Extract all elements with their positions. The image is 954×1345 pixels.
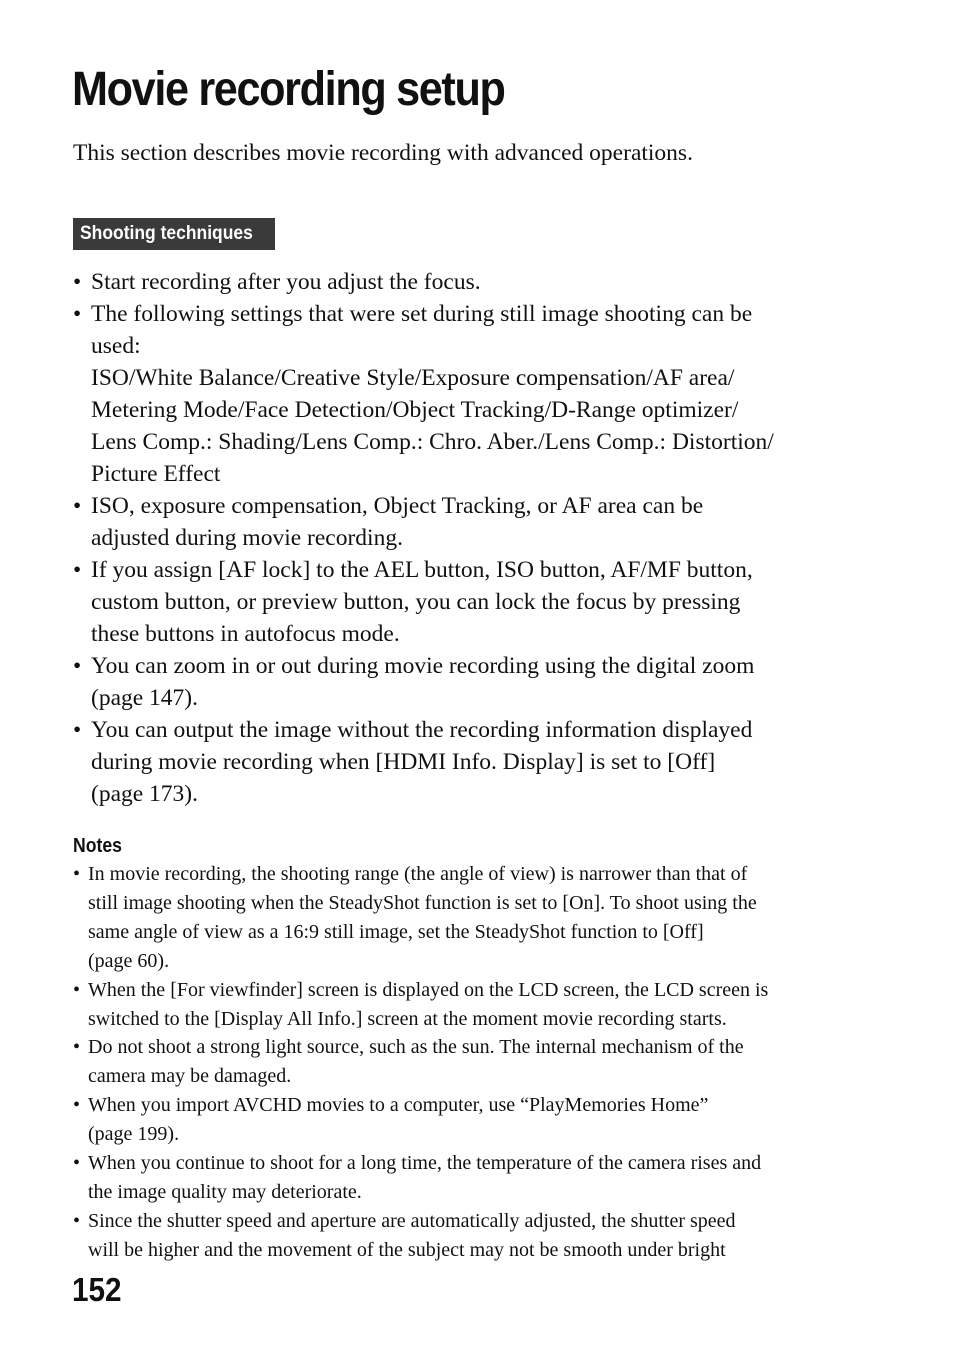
bullet-item (73, 490, 863, 554)
notes-heading: Notes (73, 835, 122, 857)
section-label-shooting-techniques (73, 218, 275, 250)
note-line: • Since the shutter speed and aperture are automatically adjusted, the shutter speed (88, 1209, 736, 1232)
bullet-line: used: (91, 333, 141, 359)
bullet-line: • ISO, exposure compensation, Object Tracking, or AF area can be (91, 493, 704, 519)
note-item (73, 1149, 863, 1207)
note-line: same angle of view as a 16:9 still image, set the SteadyShot function to [Off] (88, 920, 704, 943)
bullet-line: adjusted during movie recording. (91, 525, 403, 551)
bullet-line: Metering Mode/Face Detection/Object Tracking/D-Range optimizer/ (91, 397, 739, 423)
bullet-line: • You can output the image without the recording information displayed (91, 717, 753, 743)
note-line: (page 60). (88, 949, 170, 972)
note-line: the image quality may deteriorate. (88, 1180, 362, 1203)
note-line: • In movie recording, the shooting range (the angle of view) is narrower than that of (88, 863, 748, 885)
bullet-item (73, 554, 863, 650)
note-item (73, 1091, 863, 1149)
note-line: • When you continue to shoot for a long time, the temperature of the camera rises and (88, 1152, 762, 1175)
bullet-line: (page 147). (91, 685, 199, 711)
bullet-line: during movie recording when [HDMI Info. Display] is set to [Off] (91, 749, 716, 775)
bullet-line: ISO/White Balance/Creative Style/Exposure compensation/AF area/ (91, 365, 735, 391)
note-item (73, 860, 863, 976)
bullet-item (73, 714, 863, 810)
note-line: switched to the [Display All Info.] screen at the moment movie recording starts. (88, 1007, 727, 1030)
note-item (73, 1207, 863, 1265)
page-number: 152 (72, 1271, 122, 1308)
intro-text: This section describes movie recording with advanced operations. (73, 140, 693, 166)
note-item (73, 976, 863, 1034)
bullet-line: • If you assign [AF lock] to the AEL button, ISO button, AF/MF button, (91, 557, 753, 583)
bullet-line: Lens Comp.: Shading/Lens Comp.: Chro. Aber./Lens Comp.: Distortion/ (91, 429, 774, 455)
bullet-line: • The following settings that were set during still image shooting can be (91, 301, 753, 327)
bullet-line: • Start recording after you adjust the focus. (91, 269, 481, 295)
note-item (73, 1033, 863, 1091)
shooting-techniques-list (73, 266, 863, 810)
bullet-line: • You can zoom in or out during movie recording using the digital zoom (91, 653, 755, 679)
note-line: camera may be damaged. (88, 1065, 292, 1088)
note-line: • Do not shoot a strong light source, such as the sun. The internal mechanism of the (88, 1036, 744, 1059)
section-label-text: Shooting techniques (80, 223, 253, 244)
bullet-line: these buttons in autofocus mode. (91, 621, 400, 647)
note-line: will be higher and the movement of the subject may not be smooth under bright (88, 1238, 726, 1261)
note-line: • When the [For viewfinder] screen is displayed on the LCD screen, the LCD screen is (88, 978, 769, 1001)
note-line: still image shooting when the SteadyShot function is set to [On]. To shoot using the (88, 891, 757, 914)
page-title: Movie recording setup (72, 63, 505, 116)
bullet-line: Picture Effect (91, 461, 221, 487)
notes-list (73, 860, 863, 1265)
note-line: (page 199). (88, 1123, 180, 1146)
note-line: • When you import AVCHD movies to a computer, use “PlayMemories Home” (88, 1094, 709, 1117)
bullet-item (73, 266, 863, 298)
bullet-line: custom button, or preview button, you can lock the focus by pressing (91, 589, 741, 615)
bullet-line: (page 173). (91, 781, 199, 807)
bullet-item (73, 650, 863, 714)
bullet-item (73, 298, 863, 490)
